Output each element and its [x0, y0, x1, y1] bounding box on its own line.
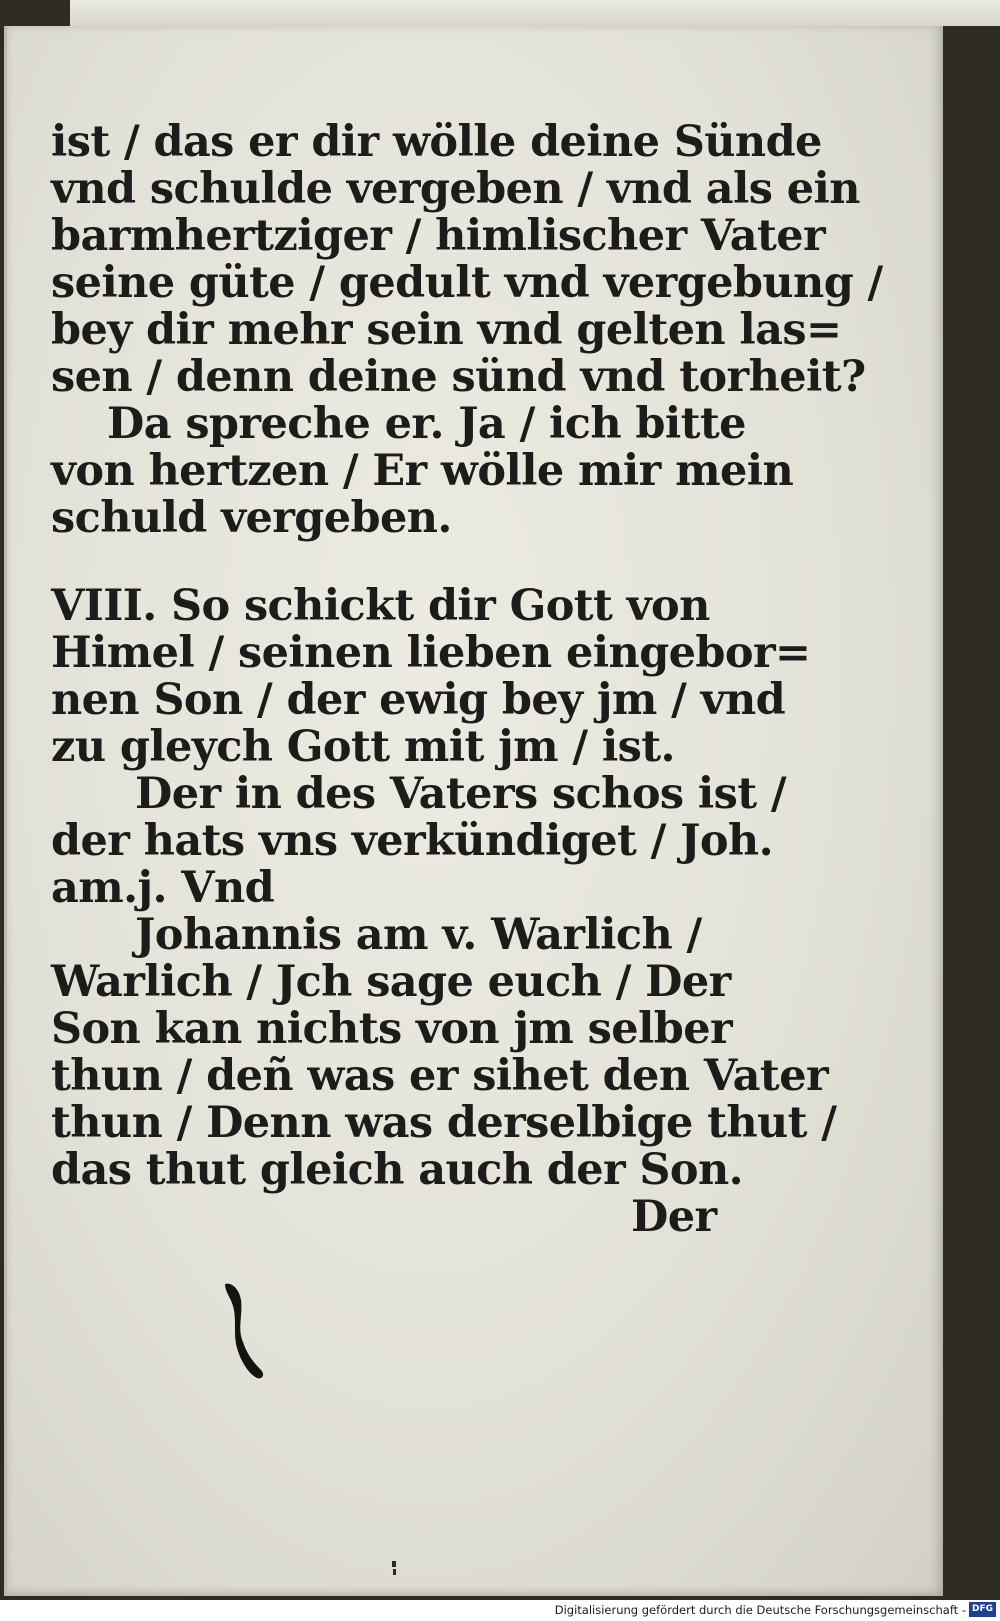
text-line: am.j. Vnd	[51, 863, 275, 913]
page-blemish-mark	[391, 1561, 397, 1575]
page-text-block	[51, 117, 883, 1298]
text-line: barmhertziger / himlischer Vater	[51, 211, 826, 261]
text-line: der hats vns verkündiget / Joh.	[51, 816, 773, 866]
digitization-credit: Digitalisierung gefördert durch die Deutsche Forschungsgemeinschaft -	[554, 1603, 966, 1617]
text-line: Da spreche er. Ja / ich bitte	[107, 399, 746, 449]
text-line: von hertzen / Er wölle mir mein	[51, 446, 794, 496]
section-heading-line: VIII. So schickt dir Gott von	[51, 581, 710, 631]
catchword: Der	[631, 1192, 717, 1242]
text-line: vnd schulde vergeben / vnd als ein	[51, 164, 860, 214]
text-line: thun / Denn was derselbige thut /	[51, 1098, 837, 1148]
text-line: das thut gleich auch der Son.	[51, 1145, 743, 1195]
text-line: thun / deñ was er sihet den Vater	[51, 1051, 829, 1101]
text-line: Son kan nichts von jm selber	[51, 1004, 733, 1054]
book-page	[4, 26, 943, 1596]
dfg-logo: DFG	[969, 1602, 996, 1617]
text-line: bey dir mehr sein vnd gelten las=	[51, 305, 842, 355]
text-line: Der in des Vaters schos ist /	[135, 769, 786, 819]
text-line: Himel / seinen lieben eingebor=	[51, 628, 811, 678]
text-line: schuld vergeben.	[51, 493, 452, 543]
text-line: ist / das er dir wölle deine Sünde	[51, 117, 822, 167]
text-line: Johannis am v. Warlich /	[135, 910, 702, 960]
page-top-edge	[70, 0, 1000, 26]
text-line: nen Son / der ewig bey jm / vnd	[51, 675, 786, 725]
text-line: zu gleych Gott mit jm / ist.	[51, 722, 675, 772]
footer-bar	[0, 1600, 1000, 1621]
text-line: Warlich / Jch sage euch / Der	[51, 957, 731, 1007]
ink-stroke-mark	[217, 1276, 277, 1386]
text-line: sen / denn deine sünd vnd torheit?	[51, 352, 866, 402]
text-line: seine güte / gedult vnd vergebung /	[51, 258, 883, 308]
